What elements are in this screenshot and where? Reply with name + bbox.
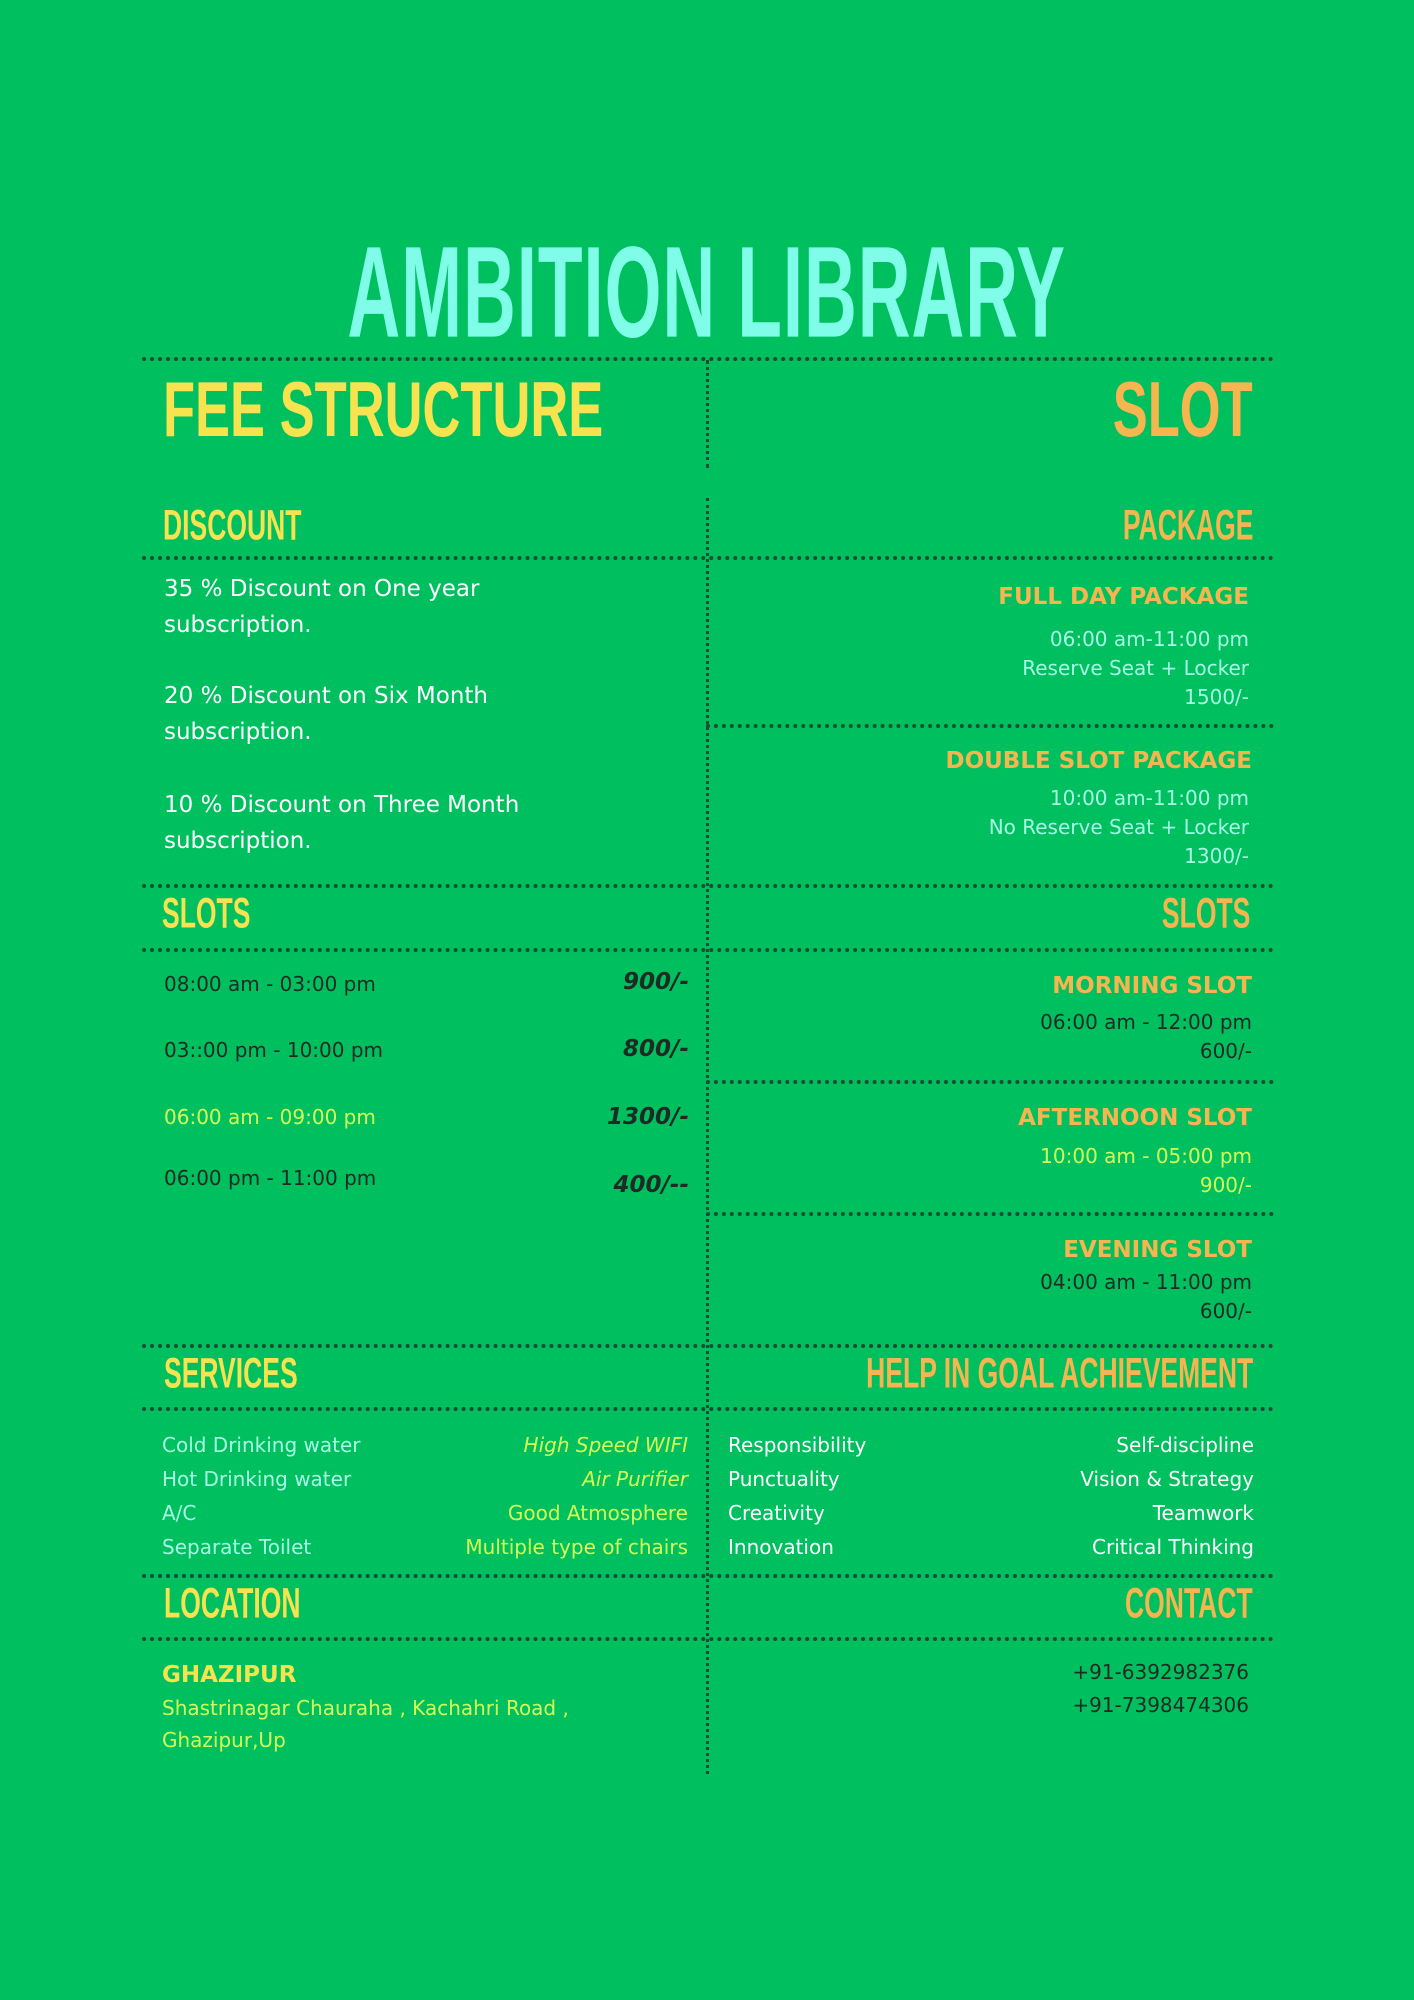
column-divider (706, 360, 709, 468)
location-heading: LOCATION (164, 1580, 301, 1628)
package-details (989, 784, 1249, 871)
slot-price: 1300/- (607, 1104, 689, 1130)
divider (706, 724, 1274, 728)
service-item: Air Purifier (582, 1467, 688, 1491)
package-time: 06:00 am-11:00 pm (1049, 627, 1249, 651)
slot-time: 06:00 pm - 11:00 pm (164, 1166, 377, 1190)
goal-item: Critical Thinking (1092, 1535, 1254, 1559)
goal-item: Vision & Strategy (1080, 1467, 1254, 1491)
service-item: Hot Drinking water (162, 1467, 352, 1491)
divider (706, 1080, 1274, 1084)
slot-time: 06:00 am - 12:00 pm (1040, 1010, 1252, 1034)
goal-item: Innovation (728, 1535, 834, 1559)
slot-time: 10:00 am - 05:00 pm (1040, 1144, 1252, 1168)
slot-price: 900/- (1199, 1173, 1252, 1197)
contact-phones (1072, 1656, 1249, 1722)
services-heading: SERVICES (164, 1350, 298, 1398)
package-price: 1500/- (1184, 685, 1249, 709)
location-address (162, 1692, 569, 1756)
goal-item: Teamwork (1152, 1501, 1254, 1525)
discount-item: 35 % Discount on One year subscription. (164, 576, 480, 638)
location-city: GHAZIPUR (162, 1662, 297, 1688)
discount-heading: DISCOUNT (163, 502, 302, 550)
phone-number[interactable]: +91-6392982376 (1072, 1660, 1249, 1684)
slot-time: 06:00 am - 09:00 pm (164, 1105, 376, 1129)
service-item: Multiple type of chairs (465, 1535, 688, 1559)
goal-item: Punctuality (728, 1467, 840, 1491)
slots-heading-left: SLOTS (162, 890, 251, 938)
slot-details (1040, 1142, 1252, 1200)
afternoon-slot-name: AFTERNOON SLOT (1018, 1105, 1252, 1131)
package-details (1022, 625, 1249, 712)
service-item: Separate Toilet (162, 1535, 312, 1559)
package-price: 1300/- (1184, 844, 1249, 868)
goal-item: Responsibility (728, 1433, 867, 1457)
slot-price: 600/- (1199, 1039, 1252, 1063)
service-item: Cold Drinking water (162, 1433, 361, 1457)
service-item: High Speed WIFI (523, 1433, 688, 1457)
slot-heading: SLOT (1113, 365, 1253, 454)
slot-price: 900/- (623, 969, 689, 995)
divider (706, 1212, 1274, 1216)
discount-item: 10 % Discount on Three Month subscription. (164, 792, 520, 854)
address-line: Ghazipur,Up (162, 1728, 286, 1752)
slot-price: 400/-- (613, 1172, 689, 1198)
goal-item: Self-discipline (1116, 1433, 1254, 1457)
package-heading: PACKAGE (1122, 502, 1253, 550)
full-day-package-name: FULL DAY PACKAGE (998, 584, 1249, 610)
morning-slot-name: MORNING SLOT (1052, 973, 1252, 999)
slots-heading-right: SLOTS (1161, 890, 1250, 938)
page-title: AMBITION LIBRARY (347, 219, 1067, 365)
goals-heading: HELP IN GOAL ACHIEVEMENT (865, 1350, 1253, 1398)
package-desc: No Reserve Seat + Locker (988, 815, 1249, 839)
service-item: A/C (162, 1501, 197, 1525)
evening-slot-name: EVENING SLOT (1063, 1237, 1252, 1263)
slot-price: 800/- (623, 1036, 689, 1062)
contact-heading: CONTACT (1125, 1580, 1253, 1628)
package-time: 10:00 am-11:00 pm (1049, 786, 1249, 810)
double-slot-package-name: DOUBLE SLOT PACKAGE (945, 748, 1252, 774)
slot-time: 04:00 am - 11:00 pm (1040, 1270, 1252, 1294)
slot-details (1040, 1008, 1252, 1066)
fee-structure-heading: FEE STRUCTURE (163, 365, 604, 454)
phone-number[interactable]: +91-7398474306 (1072, 1693, 1249, 1717)
goals-list (728, 1428, 1254, 1564)
package-desc: Reserve Seat + Locker (1022, 656, 1249, 680)
slot-time: 03::00 pm - 10:00 pm (164, 1038, 384, 1062)
service-item: Good Atmosphere (507, 1501, 688, 1525)
slot-time: 08:00 am - 03:00 pm (164, 972, 376, 996)
column-divider (706, 498, 709, 1774)
services-list (162, 1428, 688, 1564)
address-line: Shastrinagar Chauraha , Kachahri Road , (162, 1696, 569, 1720)
goal-item: Creativity (728, 1501, 825, 1525)
discount-item: 20 % Discount on Six Month subscription. (164, 683, 488, 745)
slot-price: 600/- (1199, 1299, 1252, 1323)
slot-details (1040, 1268, 1252, 1326)
